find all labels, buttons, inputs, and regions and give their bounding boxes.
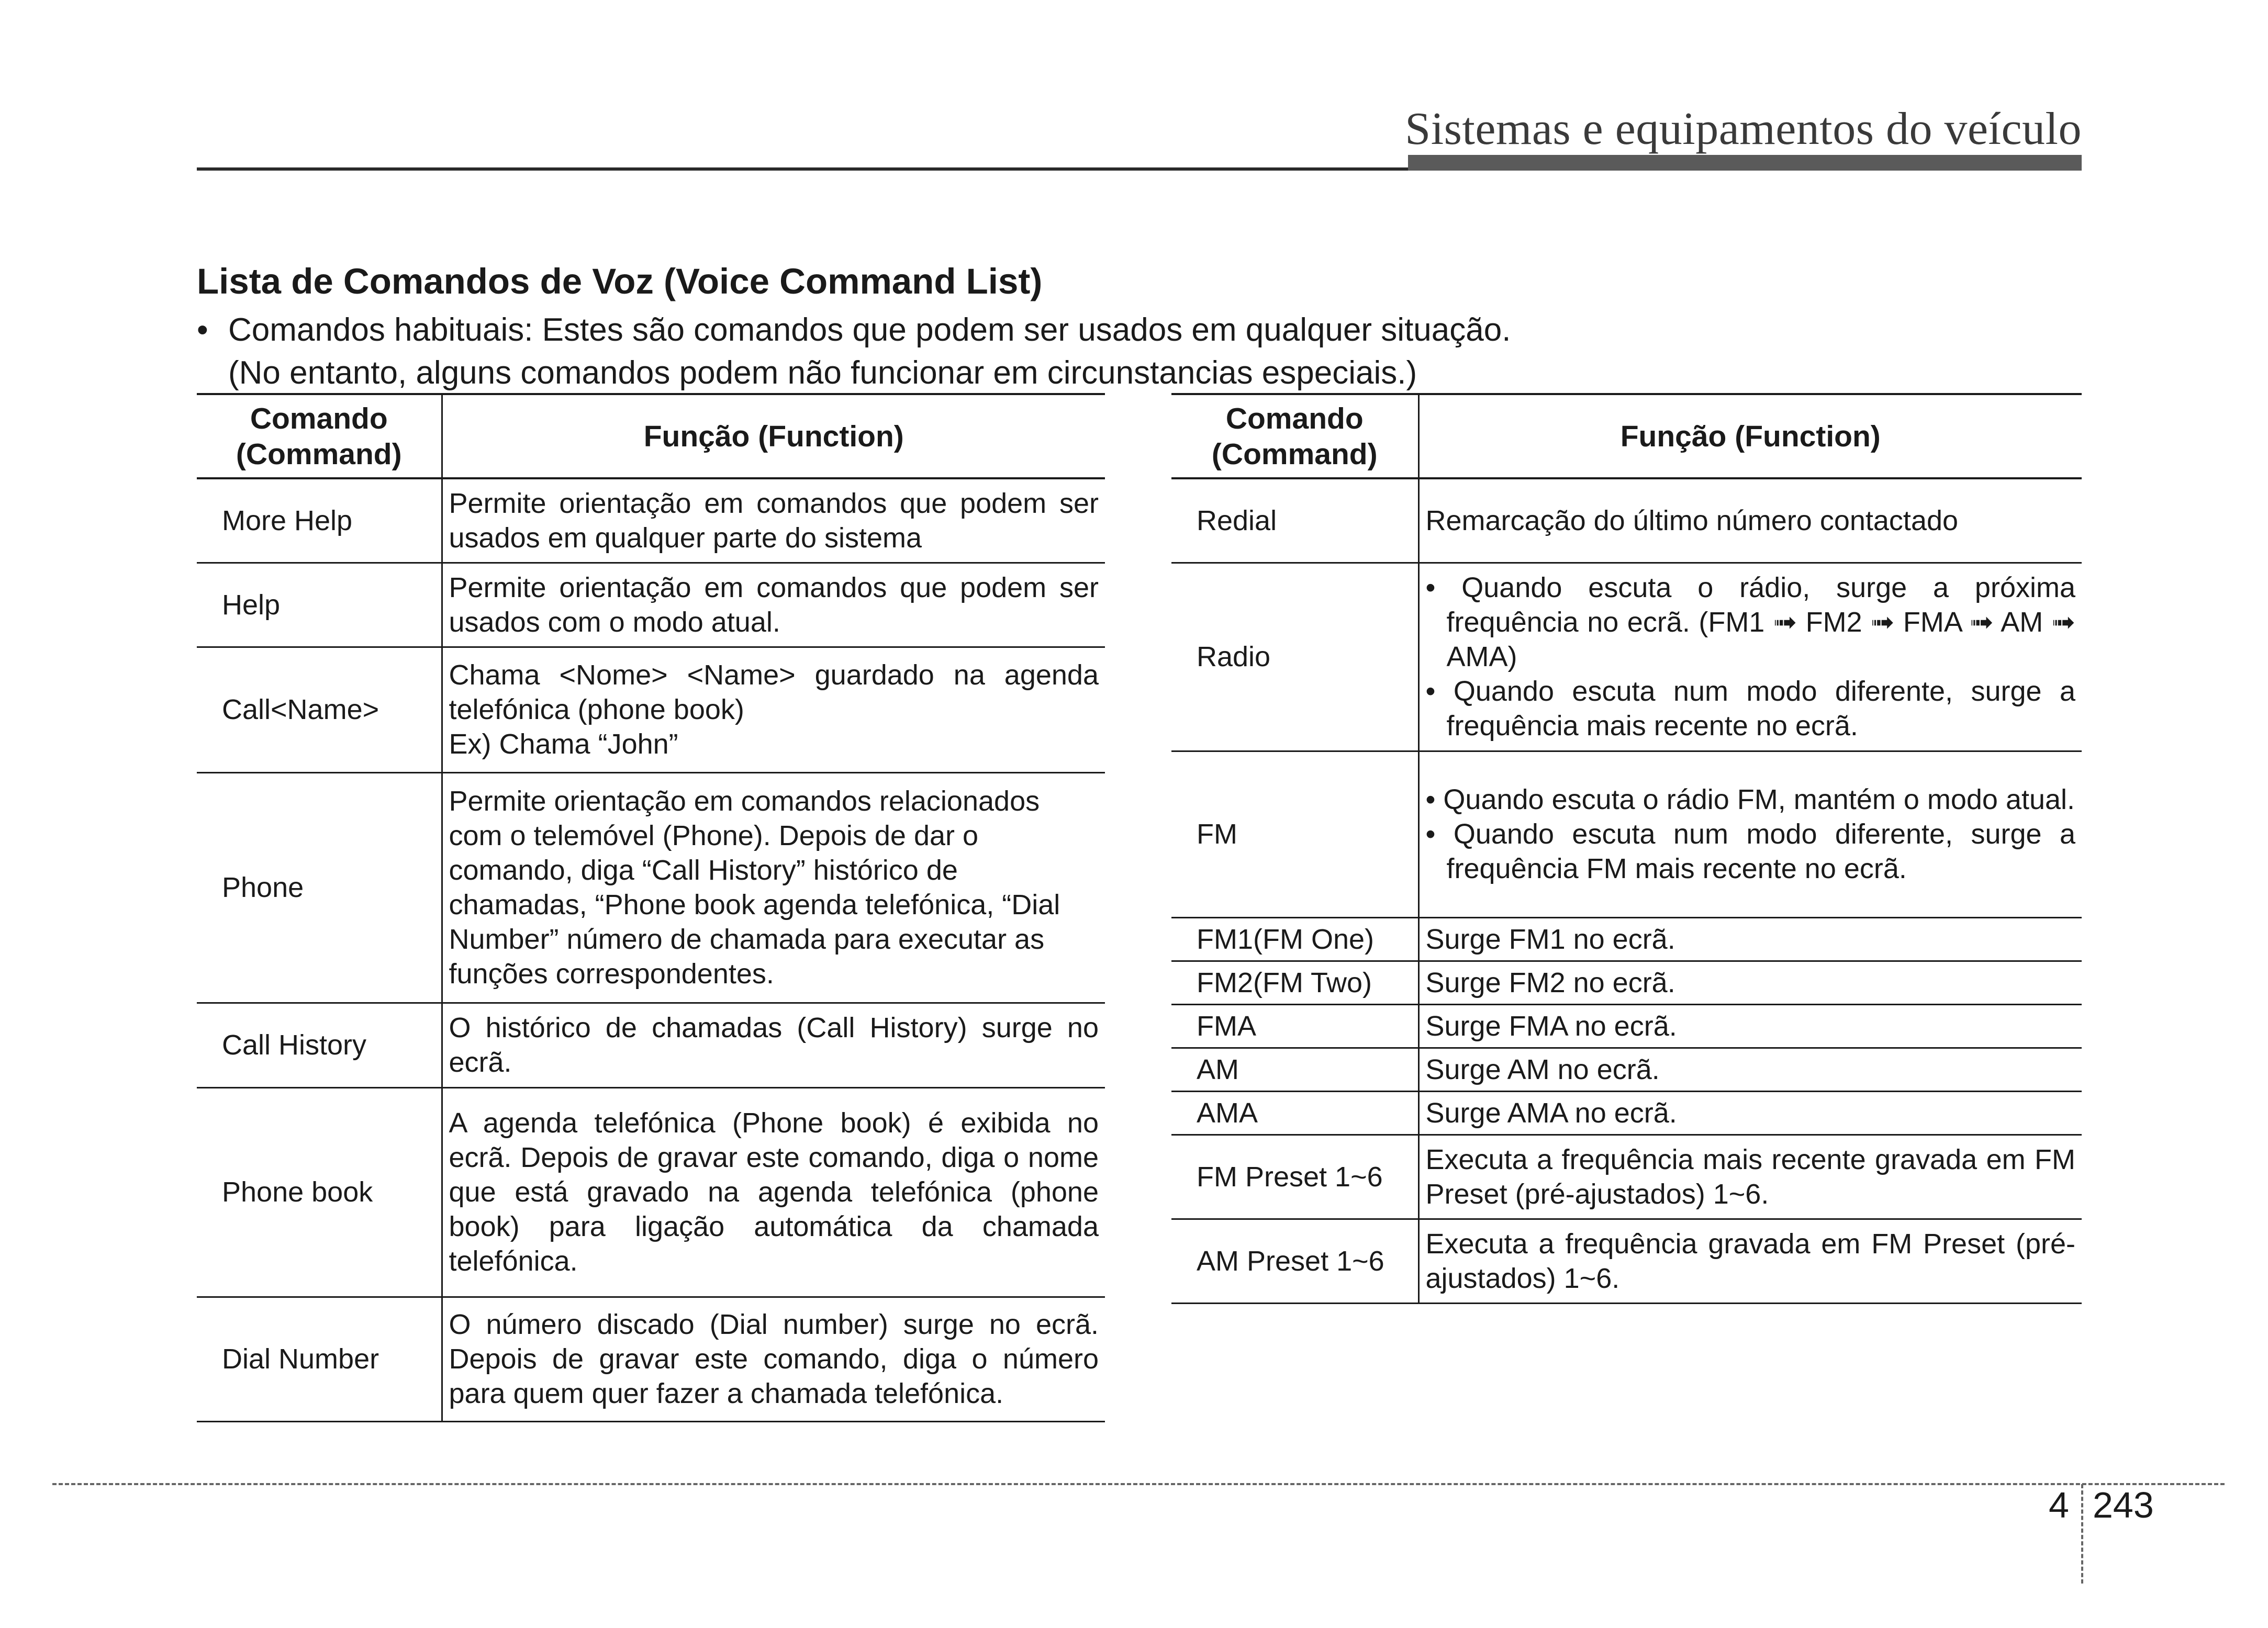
table-row: [1171, 1219, 2082, 1303]
command-cell: FMA: [1171, 1004, 1418, 1048]
function-cell: Executa a frequência gravada em FM Preset (pré-ajustados) 1~6.: [1425, 1228, 2075, 1294]
command-cell: Dial Number: [197, 1297, 442, 1421]
function-bullet-2: • Quando escuta num modo diferente, surge a frequência FM mais recente no ecrã.: [1425, 818, 2075, 884]
intro-bullet: •: [197, 312, 208, 348]
function-line-2: Ex) Chama “John”: [449, 728, 678, 760]
command-cell: Call History: [197, 1003, 442, 1087]
command-cell: Call<Name>: [197, 647, 442, 772]
chapter-number: 4: [2049, 1485, 2069, 1525]
command-header-line-1: Comando: [250, 401, 388, 435]
table-row: [1171, 1048, 2082, 1091]
command-header-line-2: (Command): [1211, 437, 1378, 471]
footer-vertical-dash: [2081, 1484, 2083, 1584]
section-title: Lista de Comandos de Voz (Voice Command List): [197, 261, 1043, 301]
table-row: [197, 1297, 1105, 1421]
header-bar: [1408, 155, 2082, 171]
function-cell: [1418, 751, 2082, 917]
table-row: [197, 1087, 1105, 1297]
function-cell: Permite orientação em comandos que podem ser usados com o modo atual.: [449, 571, 1099, 638]
command-header-line-1: Comando: [1225, 401, 1364, 435]
table-row: [197, 1003, 1105, 1087]
table-row: [1171, 917, 2082, 961]
command-cell: More Help: [197, 478, 442, 563]
function-cell: Surge AM no ecrã.: [1425, 1053, 1660, 1085]
running-header-title: Sistemas e equipamentos do veículo: [1405, 104, 2082, 154]
command-cell: FM Preset 1~6: [1171, 1135, 1418, 1219]
function-cell: O número discado (Dial number) surge no ecrã. Depois de gravar este comando, diga o número para quem quer fazer a chamada telefónica.: [449, 1309, 1099, 1409]
command-cell: AM Preset 1~6: [1171, 1219, 1418, 1303]
footer-dashed-rule: [52, 1483, 2225, 1485]
command-header-line-2: (Command): [236, 437, 402, 471]
command-column-header: [197, 394, 442, 478]
command-cell: AMA: [1171, 1091, 1418, 1135]
table-row: [1171, 1004, 2082, 1048]
command-cell: Phone: [197, 772, 442, 1003]
command-column-header: [1171, 394, 1418, 478]
page-number: 243: [2093, 1485, 2154, 1525]
command-cell: Phone book: [197, 1087, 442, 1297]
function-bullet-2: • Quando escuta num modo diferente, surge a frequência mais recente no ecrã.: [1425, 676, 2075, 742]
function-bullet-1: • Quando escuta o rádio FM, mantém o modo atual.: [1425, 784, 2075, 815]
command-cell: FM: [1171, 751, 1418, 917]
function-cell: [442, 647, 1105, 772]
function-column-header: Função (Function): [643, 419, 904, 453]
function-cell: Surge FM2 no ecrã.: [1425, 967, 1675, 998]
intro-line-2: (No entanto, alguns comandos podem não funcionar em circunstancias especiais.): [228, 355, 1417, 391]
command-cell: FM2(FM Two): [1171, 961, 1418, 1004]
table-row: [1171, 563, 2082, 751]
function-cell: Executa a frequência mais recente gravada em FM Preset (pré-ajustados) 1~6.: [1425, 1143, 2075, 1210]
function-cell: Surge AMA no ecrã.: [1425, 1097, 1677, 1129]
function-bullet-1: • Quando escuta o rádio, surge a próxima frequência no ecrã. (FM1 ➟ FM2 ➟ FMA ➟ AM ➟ AMA): [1425, 572, 2075, 672]
function-cell: Permite orientação em comandos que podem ser usados em qualquer parte do sistema: [449, 487, 1099, 554]
table-row: [1171, 961, 2082, 1004]
command-cell: AM: [1171, 1048, 1418, 1091]
table-row: [1171, 751, 2082, 917]
header-rule: [197, 167, 1408, 171]
function-cell: Surge FMA no ecrã.: [1425, 1010, 1677, 1042]
function-column-header: Função (Function): [1620, 419, 1881, 453]
table-row: [1171, 1135, 2082, 1219]
function-cell: [1418, 563, 2082, 751]
command-cell: Redial: [1171, 478, 1418, 563]
voice-command-table-right: [1171, 393, 2082, 1304]
table-row: [1171, 478, 2082, 563]
function-cell: Surge FM1 no ecrã.: [1425, 923, 1675, 955]
function-cell: Permite orientação em comandos relacionados com o telemóvel (Phone). Depois de dar o comando, diga “Call History” histórico de chamadas, “Phone book agenda telefónica, “Dial Number” número de chamada para executar as funções correspondentes.: [449, 785, 1060, 990]
command-cell: FM1(FM One): [1171, 917, 1418, 961]
command-cell: Help: [197, 563, 442, 647]
table-header-row: [1171, 394, 2082, 478]
table-row: [1171, 1091, 2082, 1135]
table-row: [197, 772, 1105, 1003]
table-row: [197, 478, 1105, 563]
table-row: [197, 647, 1105, 772]
function-cell: Remarcação do último número contactado: [1425, 504, 1959, 536]
command-cell: Radio: [1171, 563, 1418, 751]
table-row: [197, 563, 1105, 647]
table-header-row: [197, 394, 1105, 478]
voice-command-table-left: [197, 393, 1105, 1422]
intro-line-1: Comandos habituais: Estes são comandos que podem ser usados em qualquer situação.: [228, 312, 1511, 348]
function-cell: O histórico de chamadas (Call History) surge no ecrã.: [449, 1012, 1099, 1078]
function-line-1: Chama <Nome> <Name> guardado na agenda telefónica (phone book): [449, 659, 1099, 725]
function-cell: A agenda telefónica (Phone book) é exibida no ecrã. Depois de gravar este comando, diga o nome que está gravado na agenda telefónica (phone book) para ligação automática da chamada telefónica.: [449, 1107, 1099, 1277]
